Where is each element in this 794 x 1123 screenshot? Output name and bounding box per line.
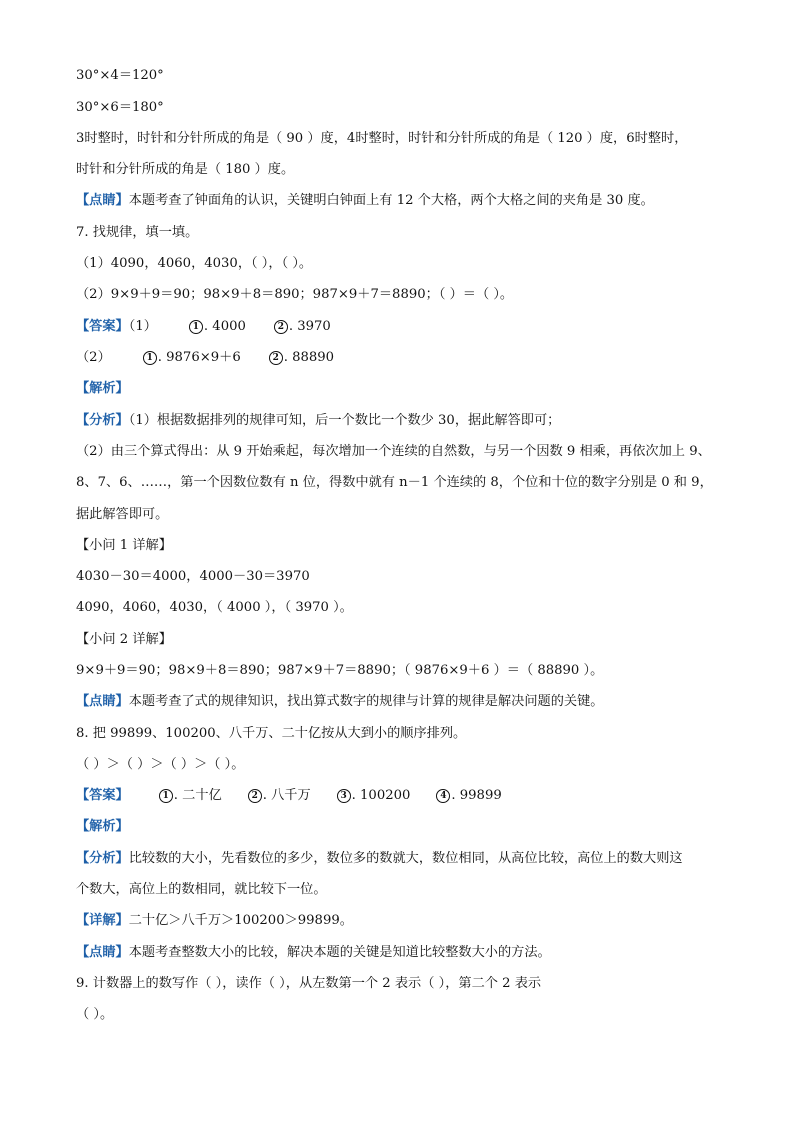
answer-value: . 八千万 (262, 788, 311, 803)
circled-number: 2 (269, 351, 283, 365)
detail-text: 二十亿＞八千万＞100200＞99899。 (128, 913, 353, 928)
answer-line (76, 318, 331, 336)
section-tag: 【点睛】 (76, 694, 129, 709)
subquestion-heading: 【小问 1 详解】 (76, 538, 172, 553)
answer-part-label: （1） (128, 319, 157, 334)
text-line: 9×9＋9＝90；98×9＋8＝890；987×9＋7＝8890；（ 9876×9＋6 ）＝（ 88890 ）。 (76, 663, 604, 678)
circled-number: 4 (436, 789, 450, 803)
section-tag: 【分析】 (76, 413, 129, 428)
circled-number: 2 (274, 320, 288, 334)
comment-text: 本题考查了钟面角的认识，关键明白钟面上有 12 个大格，两个大格之间的夹角是 30 度。 (128, 193, 654, 208)
text-line: 30°×6＝180° (76, 100, 164, 115)
circled-number: 1 (189, 320, 203, 334)
question-title: 9. 计数器上的数写作（ ），读作（ ），从左数第一个 2 表示（ ），第二个 2 表示 (76, 976, 542, 991)
text-line: 30°×4＝120° (76, 68, 164, 83)
circled-number: 3 (337, 789, 351, 803)
section-heading (76, 380, 129, 398)
text-line: 个数大，高位上的数相同，就比较下一位。 (76, 882, 327, 897)
section-heading (76, 818, 129, 836)
analysis-text: （1）根据数据排列的规律可知，后一个数比一个数少 30，据此解答即可； (128, 413, 561, 428)
answer-value: . 9876×9＋6 (157, 350, 241, 365)
answer-line (76, 787, 502, 805)
circled-number: 2 (248, 789, 262, 803)
text-line: （1）4090，4060，4030，（ ），（ ）。 (76, 256, 313, 271)
section-tag: 【解析】 (76, 381, 129, 396)
analysis-text: 比较数的大小，先看数位的多少，数位多的数就大，数位相同，从高位比较，高位上的数大则这 (128, 851, 683, 866)
analysis-line (76, 850, 683, 868)
text-line: 4030－30＝4000，4000－30＝3970 (76, 569, 310, 584)
text-line: （ ）。 (76, 1007, 114, 1022)
answer-value: . 3970 (288, 319, 331, 334)
question-title: 7. 找规律，填一填。 (76, 225, 199, 240)
text-line: 4090，4060，4030，（ 4000 ），（ 3970 ）。 (76, 600, 353, 615)
question-title: 8. 把 99899、100200、八千万、二十亿按从大到小的顺序排列。 (76, 726, 467, 741)
section-tag: 【解析】 (76, 819, 129, 834)
comment-line (76, 693, 604, 711)
answer-line (76, 349, 334, 367)
answer-value: . 100200 (351, 788, 411, 803)
section-tag: 【点睛】 (76, 945, 129, 960)
answer-value: . 二十亿 (173, 788, 222, 803)
section-tag: 【分析】 (76, 851, 129, 866)
answer-part-label: （2） (76, 350, 111, 365)
circled-number: 1 (159, 789, 173, 803)
section-tag: 【点睛】 (76, 193, 129, 208)
comment-line (76, 192, 654, 210)
circled-number: 1 (143, 351, 157, 365)
text-line: （2）由三个算式得出：从 9 开始乘起，每次增加一个连续的自然数，与另一个因数 9 相乘，再依次加上 9、 (76, 444, 711, 459)
text-line: （2）9×9＋9＝90；98×9＋8＝890；987×9＋7＝8890；（ ）＝（ ）。 (76, 287, 514, 302)
detail-line (76, 912, 353, 930)
text-line: （ ）＞（ ）＞（ ）＞（ ）。 (76, 757, 245, 772)
text-line: 3时整时，时针和分针所成的角是（ 90 ）度，4时整时，时针和分针所成的角是（ 120 ）度，6时整时， (76, 131, 688, 146)
section-tag: 【答案】 (76, 788, 129, 803)
answer-value: . 4000 (203, 319, 246, 334)
text-line: 8、7、6、……，第一个因数位数有 n 位，得数中就有 n－1 个连续的 8，个位和十位的数字分别是 0 和 9， (76, 475, 713, 490)
comment-text: 本题考查整数大小的比较，解决本题的关键是知道比较整数大小的方法。 (128, 945, 551, 960)
analysis-line (76, 412, 560, 430)
section-tag: 【答案】 (76, 319, 129, 334)
text-line: 据此解答即可。 (76, 507, 169, 522)
text-line: 时针和分针所成的角是（ 180 ）度。 (76, 162, 295, 177)
section-tag: 【详解】 (76, 913, 129, 928)
answer-value: . 88890 (283, 350, 335, 365)
comment-line (76, 944, 551, 962)
comment-text: 本题考查了式的规律知识，找出算式数字的规律与计算的规律是解决问题的关键。 (128, 694, 604, 709)
answer-value: . 99899 (451, 788, 502, 803)
subquestion-heading: 【小问 2 详解】 (76, 632, 172, 647)
